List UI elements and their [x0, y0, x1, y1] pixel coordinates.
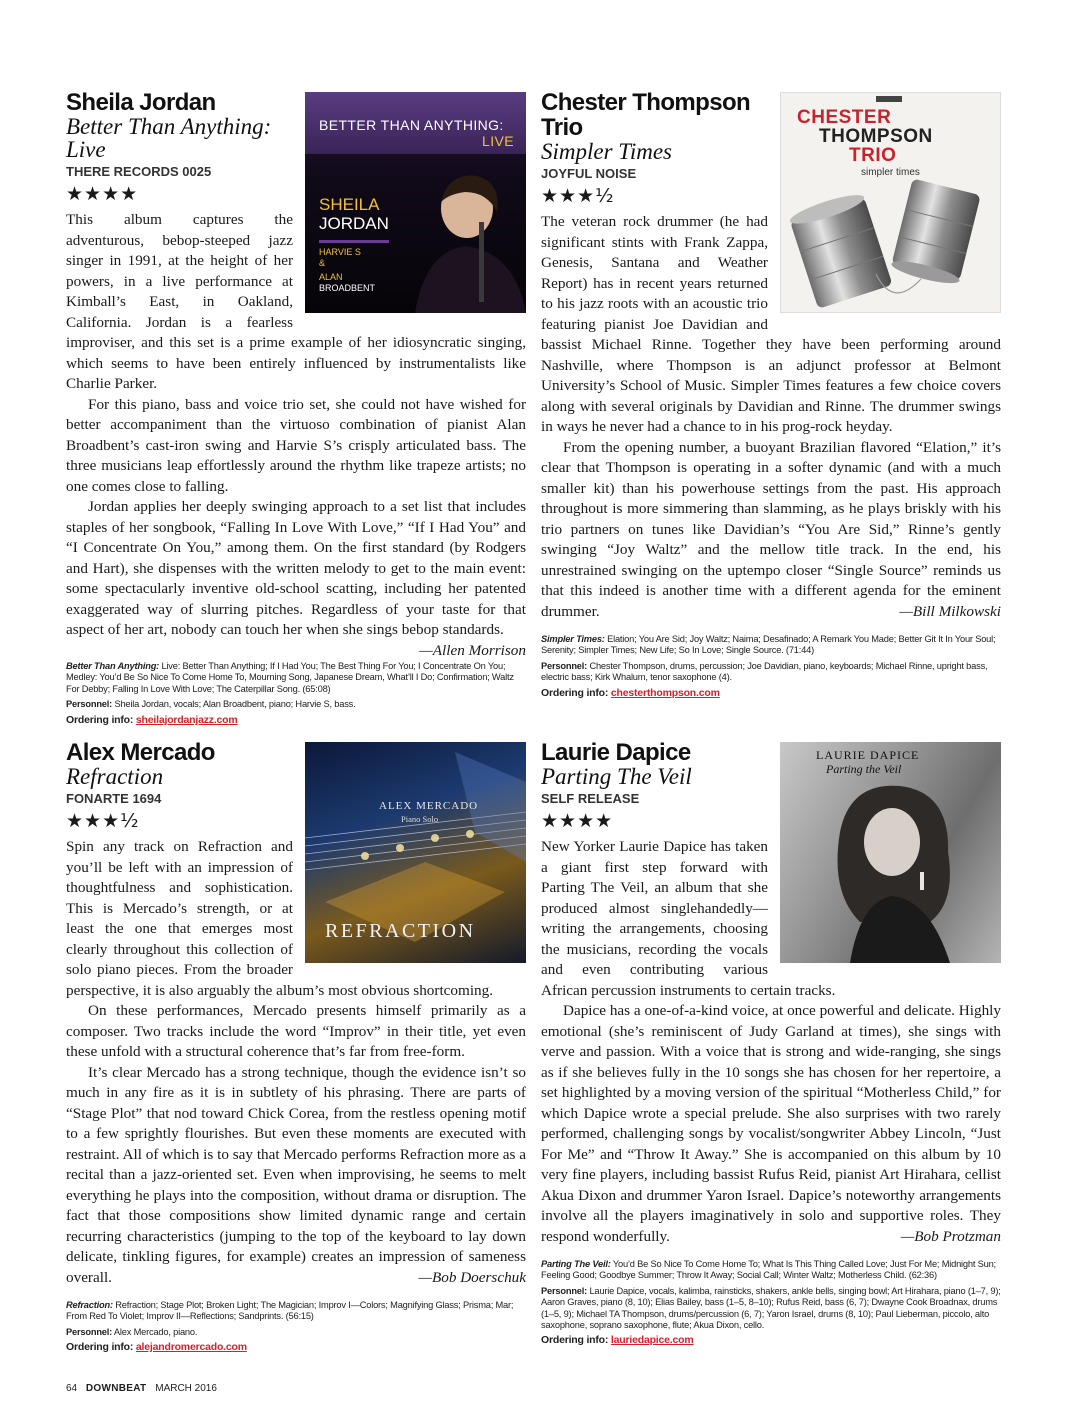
star-rating: ★★★½ — [66, 810, 140, 832]
singer-portrait-illustration — [780, 772, 1001, 963]
singer-portrait-illustration — [405, 162, 526, 313]
album-details — [541, 634, 1001, 699]
record-label: JOYFUL NOISE — [541, 166, 637, 181]
personnel-list: Personnel: Alex Mercado, piano. — [66, 1326, 198, 1337]
review-chester-thompson-trio — [541, 90, 1001, 699]
record-label: FONARTE 1694 — [66, 791, 162, 806]
record-label: THERE RECORDS 0025 — [66, 164, 212, 179]
personnel-list: Personnel: Laurie Dapice, vocals, kalimba, rainsticks, shakers, ankle bells, singing bowl; Art Hirahara, piano (1–7, 9); Aaron Graves, piano (8, 10); Elias Bailey, bass (1–5, 8–10); Rufus Reid, bass (6, 7); Dwayne Cook Broadnax, drums (1–5, 9); Michael TA Thompson, drums/percussion (6, 7); Yaron Israel, drums (8, 10); Paul Lieberman, piccolo, alto saxophone, soprano saxophone, flute; Akua Dixon, cello. — [541, 1285, 1001, 1331]
artist-name: Sheila Jordan — [66, 89, 216, 116]
ordering-link[interactable]: chesterthompson.com — [610, 686, 720, 699]
cover-line1: CHESTER — [797, 107, 892, 128]
review-sheila-jordan — [66, 90, 526, 726]
album-title: Refraction — [66, 764, 164, 789]
star-rating: ★★★★ — [66, 183, 139, 205]
cover-line2: THOMPSON — [819, 126, 933, 147]
cover-line1: ALEX MERCADO — [379, 800, 479, 812]
review-paragraph: Dapice has a one-of-a-kind voice, at once powerful and delicate. Highly emotional (she’s reminiscent of Judy Garland at times), she sings with verve and passion. With a voice that is strong and wide-ranging, she sings as if she believes fully in the 10 songs she has chosen for her repertoire, a set highlighted by a moving version of the spiritual “Motherless Child,” for which Dapice wrote a special prelude. She also surprises with two rarely performed, challenging songs by vocalist/songwriter Abbey Lincoln, “Just For Me” and “Throw It Away.” She is accompanied on this album by 10 very fine players, including bassist Rufus Reid, pianist Art Hirahara, cellist Akua Dixon and drummer Yaron Israel. Dapice’s noteworthy arrangements involve all the players imaginatively in solo and supportive roles. They respond wonderfully. —Bob Protzman — [541, 1001, 1001, 1247]
review-paragraph: Jordan applies her deeply swinging approach to a set list that includes staples of her songbook, “Falling In Love With Love,” “If I Had You” and “I Concentrate On You,” among them. On the first standard (by Rodgers and Hart), she dispenses with the written melody to get to the main event: some spectacularly inventive old-school scatting, including her patented exaggerated way of slurring pitches. Regardless of your taste for that aspect of her art, nobody can touch her when she sings bebop standards. —Allen Morrison — [66, 497, 526, 641]
reviewer-name: —Bob Protzman — [900, 1227, 1001, 1245]
review-paragraph: The veteran rock drummer (he had significant stints with Frank Zappa, Genesis, Santana and Weather Report) has in recent years returned to his jazz roots with an acoustic trio featuring pianist Joe Davidian and bassist Michael Rinne. Together they have been performing around Nashville, where Thompson is an adjunct professor at Belmont University’s School of Music. Simpler Times features a few choice covers along with several originals by Davidian and Rinne. The drummer swings in ways he never had a chance to in his prog-rock heyday. — [541, 213, 1001, 435]
album-title: Parting The Veil — [541, 764, 692, 789]
artist-name: Alex Mercado — [66, 739, 215, 766]
personnel-list: Personnel: Sheila Jordan, vocals; Alan Broadbent, piano; Harvie S, bass. — [66, 699, 356, 710]
cover-line3: REFRACTION — [325, 920, 476, 942]
track-list: Simpler Times: Elation; You Are Sid; Joy Waltz; Naima; Desafinado; A Remark You Made; Better Git It In Your Soul; Serenity; Simpler Times; New Life; So In Love; Single Source. (71:44) — [541, 634, 996, 656]
album-title: Better Than Anything: Live — [66, 114, 272, 162]
tin-can-phone-illustration — [781, 179, 1001, 313]
album-details — [66, 1300, 526, 1354]
ordering-info: Ordering info: chesterthompson.com — [541, 686, 720, 699]
cover-line1: LAURIE DAPICE — [816, 748, 920, 762]
issue-date: MARCH 2016 — [155, 1383, 217, 1394]
cover-label-tag — [876, 96, 902, 102]
album-cover-image — [305, 742, 526, 963]
cover-divider — [319, 240, 389, 243]
review-paragraph: From the opening number, a buoyant Brazilian flavored “Elation,” it’s clear that Thompson is operating in a softer dynamic (and with a much smaller kit) than his powerhouse settings from the past. His approach throughout is more simmering than slamming, as he plays briskly with his trio partners on tunes like Davidian’s “You Are Sid,” Rinne’s gently swinging “Joy Waltz” and the mellow title track. In the end, his unrestrained swinging on the uptempo closer “Single Source” reminds us that this indeed is another time with a different agenda for the eminent drummer. —Bill Milkowski — [541, 438, 1001, 623]
page-number: 64 — [66, 1383, 78, 1394]
review-paragraph: On these performances, Mercado presents himself primarily as a composer. Two tracks include the word “Improv” in their title, yet even these unfold with a structural coherence that’s far from free-form. — [66, 1002, 526, 1060]
cover-personnel-1: HARVIE S & — [319, 247, 361, 268]
reviewer-name: —Allen Morrison — [419, 641, 526, 659]
cover-line2: Parting the Veil — [826, 762, 902, 776]
track-list: Parting The Veil: You’d Be So Nice To Come Home To; What Is This Thing Called Love; Just For Me; Midnight Sun; Feeling Good; Goodbye Summer; Throw It Away; Social Call; Winter Waltz; Motherless Child. (62:36) — [541, 1259, 996, 1281]
review-paragraph: It’s clear Mercado has a strong technique, though the evidence isn’t so much in any fire as it is in subtlety of his phrasing. There are parts of “Stage Plot” that nod toward Chick Corea, from the restless opening motif to a few sprightly flourishes. But even these moments are executed with restraint. All of which is to say that Mercado performs Refraction more as a recital than a jazz-oriented set. Even when improvising, he seems to melt everything he plays into the composition, without drama or disruption. The fact that those compositions show limited dynamic range and certain recurring characteristics (jumping to the top of the keyboard to lay down delicate, tinkling figures, for example) creates an impression of sameness overall. —Bob Doerschuk — [66, 1063, 526, 1289]
album-details — [541, 1259, 1001, 1347]
ordering-info: Ordering info: sheilajordanjazz.com — [66, 713, 238, 726]
review-paragraph: Spin any track on Refraction and you’ll be left with an impression of thoughtfulness and sophistication. This is Mercado’s strength, or at least the one that emerges most clearly throughout this collection of solo piano pieces. From the broader perspective, it is also arguably the album’s most obvious shortcoming. — [66, 838, 494, 999]
star-rating: ★★★½ — [541, 185, 615, 207]
reviewer-name: —Bill Milkowski — [899, 602, 1001, 620]
review-paragraph: New Yorker Laurie Dapice has taken a giant first step forward with Parting The Veil, an album that she produced almost singlehandedly—writing the arrangements, choosing the musicians, recording the vocals and even contributing various African percussion instruments to certain tracks. — [541, 838, 836, 999]
reviewer-name: —Bob Doerschuk — [418, 1268, 526, 1286]
album-cover-image — [780, 742, 1001, 963]
personnel-list: Personnel: Chester Thompson, drums, percussion; Joe Davidian, piano, keyboards; Michael Rinne, upright bass, electric bass; Kirk Whalum, tenor saxophone (4). — [541, 660, 988, 683]
track-list: Better Than Anything: Live: Better Than Anything; If I Had You; The Best Thing For You; I Concentrate On You; Medley: You’d Be So Nice To Come Home To, Mourning Song, Japanese Dream, What’ll I Do; Confirmation; Waltz For Debby; Falling In Love With Love; The Caterpillar Song. (65:08) — [66, 661, 514, 694]
track-list: Refraction: Refraction; Stage Plot; Broken Light; The Magician; Improv I—Colors; Magnifying Glass; Prisma; Mar; From Red To Violet; Improv II—Reflections; Sandprints. (56:15) — [66, 1300, 514, 1322]
review-paragraph: For this piano, bass and voice trio set, she could not have wished for better accompaniment than the virtuoso combination of pianist Alan Broadbent’s cast-iron swing and Harvie S’s crisply articulated bass. The three musicians leap effortlessly around the rhythm like trapeze artists; no one comes close to falling. — [66, 395, 526, 495]
ordering-info: Ordering info: lauriedapice.com — [541, 1334, 694, 1347]
cover-artist-line2: JORDAN — [319, 214, 389, 233]
ordering-link[interactable]: lauriedapice.com — [610, 1334, 694, 1347]
ordering-link[interactable]: sheilajordanjazz.com — [135, 713, 238, 726]
review-paragraph: This album captures the adventurous, bebop-steeped jazz singer in 1991, at the height of her powers, in a live performance at Kimball’s East, in Oakland, California. Jordan is a fearless improviser, and this set is a prime example of her idiosyncratic singing, which seems to have been entirely influenced by instrumentalists like Charlie Parker. — [66, 211, 526, 392]
cover-title: BETTER THAN ANYTHING: — [319, 117, 504, 133]
ordering-link[interactable]: alejandromercado.com — [135, 1341, 247, 1354]
cover-personnel-2: ALAN BROADBENT — [319, 272, 376, 293]
review-laurie-dapice — [541, 740, 1001, 1347]
album-cover-image — [780, 92, 1001, 313]
cover-line4: simpler times — [861, 167, 920, 178]
album-details — [66, 661, 526, 726]
cover-line3: TRIO — [849, 145, 897, 166]
artist-name: Chester Thompson Trio — [541, 89, 751, 141]
magazine-name: DOWNBEAT — [85, 1383, 147, 1394]
page-footer — [66, 1383, 217, 1394]
ordering-info: Ordering info: alejandromercado.com — [66, 1341, 247, 1354]
star-rating: ★★★★ — [541, 810, 614, 832]
record-label: SELF RELEASE — [541, 791, 640, 806]
cover-subtitle: LIVE — [482, 133, 514, 149]
review-alex-mercado — [66, 740, 526, 1354]
artist-name: Laurie Dapice — [541, 739, 691, 766]
album-cover-image — [305, 92, 526, 313]
cover-line2: Piano Solo — [401, 814, 439, 824]
cover-artist-line1: SHEILA — [319, 195, 380, 214]
album-title: Simpler Times — [541, 139, 672, 164]
